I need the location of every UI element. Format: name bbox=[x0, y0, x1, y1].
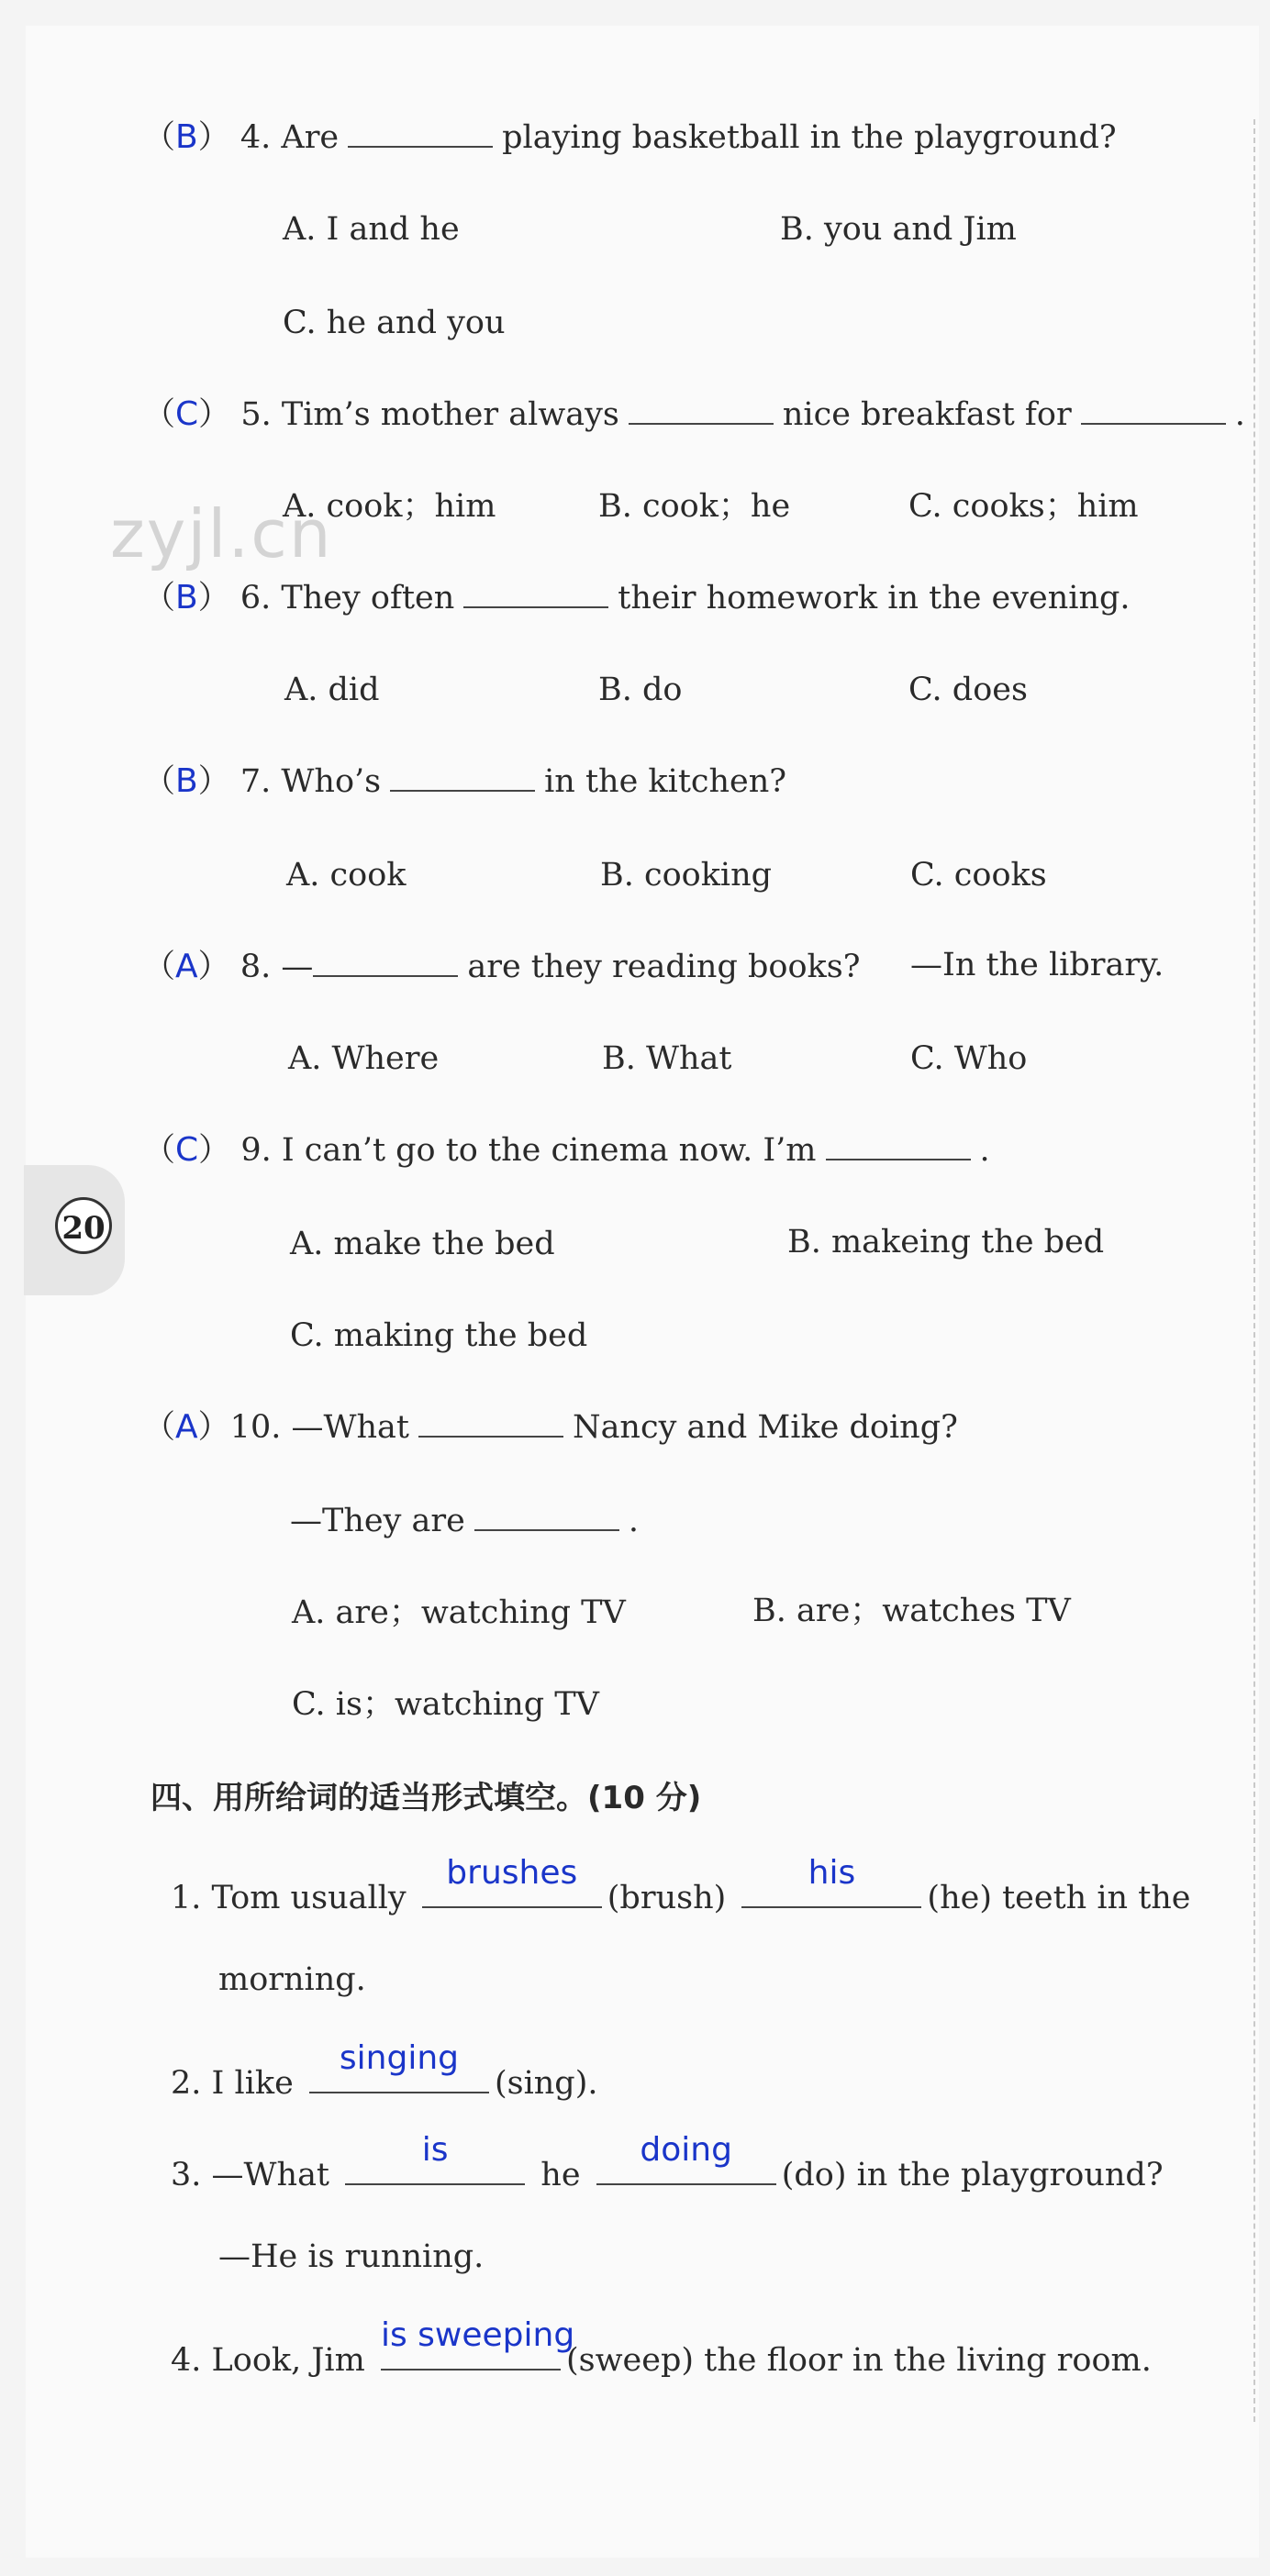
option: A. I and he bbox=[283, 211, 460, 248]
question-10-response bbox=[290, 1501, 639, 1541]
stem: Tim’s mother always bbox=[281, 396, 619, 433]
option: A. cook bbox=[286, 857, 407, 894]
option: A. make the bed bbox=[290, 1226, 555, 1262]
question-4: （B） 4. Are playing basketball in the playground? bbox=[143, 118, 1117, 156]
option: C. is；watching TV bbox=[292, 1686, 599, 1723]
stem: —They are bbox=[290, 1503, 465, 1539]
item-number: 3. bbox=[171, 2157, 202, 2193]
answer-blank bbox=[596, 2131, 776, 2185]
answer-blank bbox=[380, 2316, 575, 2371]
watermark: zyjl.cn bbox=[110, 495, 333, 572]
option: B. What bbox=[602, 1040, 732, 1077]
stem: . bbox=[979, 1132, 990, 1169]
stem: I can’t go to the cinema now. I’m bbox=[281, 1132, 817, 1169]
filled-answer: brushes bbox=[446, 1854, 578, 1892]
question-number: 10. bbox=[229, 1409, 282, 1446]
question-number: 9. bbox=[240, 1132, 272, 1169]
blank bbox=[629, 395, 774, 425]
stem: (brush) bbox=[607, 1880, 727, 1916]
question-9: （C） 9. I can’t go to the cinema now. I’m . bbox=[143, 1131, 990, 1169]
blank bbox=[463, 579, 608, 608]
question-number: 5. bbox=[240, 396, 272, 433]
option: C. does bbox=[908, 672, 1028, 708]
item-number: 2. bbox=[171, 2065, 202, 2102]
item-number: 1. bbox=[171, 1880, 202, 1916]
stem: . bbox=[1234, 396, 1245, 433]
answer-blank bbox=[345, 2131, 525, 2185]
item-number: 4. bbox=[171, 2342, 202, 2379]
filled-answer: doing bbox=[640, 2131, 732, 2169]
fill-item-1 bbox=[171, 1854, 1191, 1918]
question-10: （A）10. —What Nancy and Mike doing? bbox=[143, 1408, 958, 1446]
option: A. did bbox=[284, 672, 380, 708]
question-number: 4. bbox=[240, 119, 272, 156]
stem: Are bbox=[281, 119, 340, 156]
stem: he bbox=[540, 2157, 581, 2193]
stem: I like bbox=[211, 2065, 294, 2102]
option: C. cooks bbox=[910, 857, 1047, 894]
stem: Who’s bbox=[281, 763, 382, 800]
question-6: （B） 6. They often their homework in the evening. bbox=[143, 579, 1131, 616]
stem: Tom usually bbox=[211, 1880, 407, 1916]
stem: nice breakfast for bbox=[782, 396, 1072, 433]
answer-blank bbox=[309, 2039, 489, 2093]
stem: playing basketball in the playground? bbox=[502, 119, 1117, 156]
question-number: 6. bbox=[240, 580, 272, 616]
fill-item-3-continued: —He is running. bbox=[218, 2238, 485, 2275]
option: A. Where bbox=[288, 1040, 440, 1077]
question-number: 8. bbox=[240, 949, 272, 985]
question-8: （A） 8. — are they reading books? bbox=[143, 948, 861, 985]
fill-item-4 bbox=[171, 2316, 1152, 2381]
stem: Nancy and Mike doing? bbox=[572, 1409, 958, 1446]
filled-answer: is sweeping bbox=[380, 2316, 575, 2354]
blank bbox=[348, 118, 493, 148]
option: A. are；watching TV bbox=[292, 1594, 626, 1631]
answer: B bbox=[175, 579, 198, 616]
page-edge-line bbox=[1253, 119, 1255, 2422]
filled-answer: singing bbox=[339, 2039, 459, 2077]
answer: B bbox=[175, 762, 198, 800]
option: B. cook；he bbox=[598, 488, 791, 525]
fill-item-3 bbox=[171, 2131, 1164, 2195]
option: B. makeing the bed bbox=[787, 1224, 1105, 1260]
blank bbox=[418, 1408, 563, 1438]
option: C. cooks；him bbox=[908, 488, 1139, 525]
answer-blank bbox=[741, 1854, 921, 1908]
stem: —What bbox=[291, 1409, 409, 1446]
question-8-response: —In the library. bbox=[910, 947, 1164, 983]
answer: A bbox=[175, 1408, 198, 1446]
answer: C bbox=[175, 395, 199, 433]
stem: — bbox=[281, 949, 314, 985]
filled-answer: his bbox=[808, 1854, 856, 1892]
stem: (sing). bbox=[494, 2065, 598, 2102]
stem: (sweep) the floor in the living room. bbox=[565, 2342, 1152, 2379]
answer: A bbox=[175, 948, 198, 985]
option: A. cook；him bbox=[283, 488, 496, 525]
option: C. making the bed bbox=[290, 1317, 588, 1354]
stem: in the kitchen? bbox=[544, 763, 787, 800]
stem: They often bbox=[281, 580, 455, 616]
stem: (he) teeth in the bbox=[927, 1880, 1191, 1916]
option: C. Who bbox=[910, 1040, 1028, 1077]
option: B. do bbox=[598, 672, 683, 708]
stem: their homework in the evening. bbox=[618, 580, 1131, 616]
question-7: （B） 7. Who’s in the kitchen? bbox=[143, 762, 787, 800]
fill-item-2 bbox=[171, 2039, 598, 2104]
section-title: 四、用所给词的适当形式填空。(10 分) bbox=[150, 1780, 702, 1816]
blank bbox=[390, 762, 535, 792]
answer: B bbox=[175, 118, 198, 156]
option: B. you and Jim bbox=[780, 211, 1017, 248]
blank bbox=[313, 948, 458, 977]
option: B. cooking bbox=[600, 857, 773, 894]
answer: C bbox=[175, 1131, 199, 1169]
stem: Look, Jim bbox=[211, 2342, 365, 2379]
stem: . bbox=[628, 1503, 639, 1539]
option: B. are；watches TV bbox=[752, 1593, 1071, 1629]
filled-answer: is bbox=[421, 2131, 449, 2169]
question-number: 7. bbox=[240, 763, 272, 800]
option: C. he and you bbox=[283, 305, 506, 341]
fill-item-1-continued: morning. bbox=[218, 1961, 366, 1998]
blank bbox=[1081, 395, 1226, 425]
page-number: 20 bbox=[55, 1197, 112, 1254]
blank bbox=[474, 1502, 619, 1531]
stem: are they reading books? bbox=[467, 949, 861, 985]
blank bbox=[826, 1131, 971, 1160]
answer-blank bbox=[422, 1854, 602, 1908]
question-5: （C） 5. Tim’s mother always nice breakfast for . bbox=[143, 395, 1245, 433]
stem: —What bbox=[211, 2157, 329, 2193]
stem: (do) in the playground? bbox=[781, 2157, 1164, 2193]
